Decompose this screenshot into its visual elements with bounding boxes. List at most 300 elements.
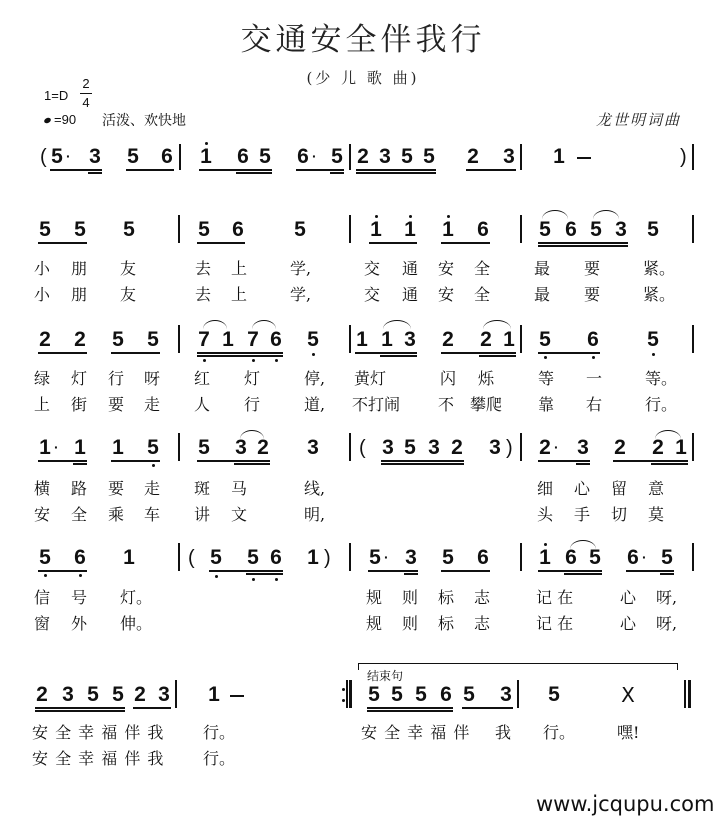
lyric: 朋 bbox=[71, 285, 88, 304]
underline bbox=[88, 172, 102, 174]
underline bbox=[367, 710, 453, 712]
lyric: 全 bbox=[474, 259, 491, 278]
lyric: 全 bbox=[71, 505, 88, 524]
high-dot bbox=[375, 215, 378, 218]
note: 5 bbox=[294, 218, 306, 241]
barline bbox=[692, 325, 694, 353]
lyric: 要 bbox=[108, 395, 125, 414]
underline bbox=[381, 460, 464, 462]
lyric: 安 bbox=[438, 259, 455, 278]
lyric: 不 bbox=[438, 395, 455, 414]
note: 3 bbox=[503, 145, 515, 168]
note: 3 bbox=[577, 436, 589, 459]
underline bbox=[197, 352, 283, 354]
note: 1 bbox=[200, 145, 212, 168]
high-dot bbox=[205, 142, 208, 145]
lyric: 上 bbox=[231, 285, 248, 304]
repeat-barline bbox=[346, 680, 348, 708]
underline bbox=[404, 573, 418, 575]
note: 3 bbox=[615, 218, 627, 241]
underline bbox=[462, 707, 513, 709]
repeat-dot bbox=[342, 699, 345, 702]
note: 2 bbox=[36, 683, 48, 706]
lyric: 等。 bbox=[645, 369, 678, 388]
tempo-marking: =90 bbox=[44, 112, 76, 127]
underline bbox=[296, 169, 344, 171]
note: 5 bbox=[247, 546, 259, 569]
underline bbox=[538, 460, 590, 462]
ending-bracket bbox=[358, 663, 678, 670]
lyric: 安 全 幸 福 伴 bbox=[361, 723, 471, 742]
lyric: 伸。 bbox=[120, 614, 153, 633]
aug-dot: · bbox=[54, 439, 59, 455]
lyric: 安 全 幸 福 伴 我 bbox=[32, 749, 165, 768]
lyric: 全 bbox=[474, 285, 491, 304]
lyric: 切 bbox=[611, 505, 628, 524]
barline bbox=[520, 543, 522, 571]
note: 5 bbox=[210, 546, 222, 569]
lyric: 等 bbox=[538, 369, 555, 388]
note: 2 bbox=[134, 683, 146, 706]
note: 1 bbox=[675, 436, 687, 459]
lyric: 志 bbox=[474, 614, 491, 633]
underline bbox=[369, 242, 417, 244]
note: 1 bbox=[370, 218, 382, 241]
lyric: 灯。 bbox=[120, 588, 153, 607]
lyric: 黄灯 bbox=[354, 369, 387, 388]
note: 5 bbox=[307, 328, 319, 351]
song-genre: (少 儿 歌 曲) bbox=[306, 69, 420, 87]
lyric: 行。 bbox=[543, 723, 576, 742]
barline bbox=[175, 680, 177, 708]
note: 3 bbox=[307, 436, 319, 459]
lyric: 行。 bbox=[645, 395, 678, 414]
lyric: 一 bbox=[586, 369, 603, 388]
lyric: 最 bbox=[534, 285, 551, 304]
note: 3 bbox=[235, 436, 247, 459]
note: 2 bbox=[257, 436, 269, 459]
lyric: 文 bbox=[231, 505, 248, 524]
lyric: 安 bbox=[438, 285, 455, 304]
note: 3 bbox=[379, 145, 391, 168]
aug-dot: · bbox=[384, 549, 389, 565]
underline bbox=[111, 352, 160, 354]
lyric: 则 bbox=[402, 614, 419, 633]
lyric: 心 bbox=[620, 614, 637, 633]
lyric: 规 bbox=[366, 588, 383, 607]
lyric: 心 bbox=[620, 588, 637, 607]
paren-close: ) bbox=[506, 437, 513, 459]
lyric: 学, bbox=[290, 259, 312, 278]
time-signature: 2 4 bbox=[80, 76, 92, 111]
note: 5 bbox=[147, 328, 159, 351]
low-dot bbox=[215, 575, 218, 578]
underline bbox=[236, 172, 272, 174]
note: 1 bbox=[208, 683, 220, 706]
lyric: 上 bbox=[34, 395, 51, 414]
lyric: 烁 bbox=[478, 369, 495, 388]
note: 6 bbox=[477, 546, 489, 569]
note: 6 bbox=[270, 546, 282, 569]
note: 1 bbox=[404, 218, 416, 241]
underline bbox=[38, 352, 87, 354]
ending-label: 结束句 bbox=[367, 669, 404, 683]
shout-x-note: X bbox=[621, 683, 635, 707]
note: 2 bbox=[539, 436, 551, 459]
underline bbox=[209, 570, 283, 572]
note: 1 bbox=[539, 546, 551, 569]
underline bbox=[381, 463, 464, 465]
underline bbox=[479, 355, 516, 357]
key-signature: 1=D bbox=[44, 88, 69, 103]
underline bbox=[38, 242, 87, 244]
underline bbox=[356, 172, 436, 174]
lyric: 绿 bbox=[34, 369, 51, 388]
lyric: 号 bbox=[71, 588, 88, 607]
low-dot bbox=[275, 359, 278, 362]
lyric: 灯 bbox=[244, 369, 261, 388]
barline bbox=[349, 144, 351, 170]
note: 1 bbox=[112, 436, 124, 459]
note: 5 bbox=[368, 683, 380, 706]
note: 3 bbox=[405, 546, 417, 569]
lyric: 去 bbox=[195, 285, 212, 304]
lyric: 停, bbox=[304, 369, 326, 388]
repeat-dot bbox=[342, 688, 345, 691]
low-dot bbox=[152, 464, 155, 467]
underline bbox=[538, 570, 602, 572]
high-dot bbox=[447, 215, 450, 218]
final-barline bbox=[684, 680, 686, 708]
lyric: 记 在 bbox=[536, 614, 574, 633]
aug-dot: · bbox=[642, 549, 647, 565]
note: 2 bbox=[442, 328, 454, 351]
lyric: 不打闹 bbox=[352, 395, 401, 414]
lyric: 街 bbox=[71, 395, 88, 414]
note: 5 bbox=[647, 218, 659, 241]
note: 5 bbox=[259, 145, 271, 168]
paren-open: ( bbox=[359, 437, 366, 459]
note: 1 bbox=[553, 145, 565, 168]
barline bbox=[349, 215, 351, 243]
lyric: 车 bbox=[144, 505, 161, 524]
note: 6 bbox=[74, 546, 86, 569]
lyric: 学, bbox=[290, 285, 312, 304]
lyric: 上 bbox=[231, 259, 248, 278]
lyric: 呀, bbox=[656, 588, 678, 607]
note: 3 bbox=[158, 683, 170, 706]
note: 5 bbox=[590, 218, 602, 241]
lyric: 人 bbox=[194, 395, 211, 414]
note: 3 bbox=[89, 145, 101, 168]
lyric: 留 bbox=[611, 479, 628, 498]
underline bbox=[651, 463, 688, 465]
note: 5 bbox=[87, 683, 99, 706]
note: 5 bbox=[39, 546, 51, 569]
barline bbox=[179, 144, 181, 170]
underline bbox=[35, 710, 125, 712]
note: 2 bbox=[614, 436, 626, 459]
lyric: 友 bbox=[120, 259, 137, 278]
barline bbox=[692, 433, 694, 461]
lyric: 通 bbox=[402, 259, 419, 278]
lyric: 意 bbox=[648, 479, 665, 498]
note: 6 bbox=[297, 145, 309, 168]
lyric: 我 bbox=[495, 723, 512, 742]
lyric: 朋 bbox=[71, 259, 88, 278]
note: 3 bbox=[382, 436, 394, 459]
barline bbox=[178, 543, 180, 571]
low-dot bbox=[275, 578, 278, 581]
lyric: 走 bbox=[144, 395, 161, 414]
note: 2 bbox=[480, 328, 492, 351]
underline bbox=[197, 242, 245, 244]
note: 3 bbox=[500, 683, 512, 706]
note: 5 bbox=[391, 683, 403, 706]
note: 5 bbox=[401, 145, 413, 168]
note: 6 bbox=[270, 328, 282, 351]
lyric: 路 bbox=[71, 479, 88, 498]
watermark: www.jcqupu.com bbox=[536, 792, 715, 816]
note: 5 bbox=[463, 683, 475, 706]
note: 1 bbox=[307, 546, 319, 569]
low-dot bbox=[79, 574, 82, 577]
note: 1 bbox=[356, 328, 368, 351]
lyric: 安 bbox=[34, 505, 51, 524]
repeat-barline-thick bbox=[349, 680, 352, 708]
underline bbox=[613, 460, 688, 462]
note: 5 bbox=[423, 145, 435, 168]
quarter-note-icon bbox=[43, 117, 51, 124]
note: 6 bbox=[161, 145, 173, 168]
barline bbox=[520, 433, 522, 461]
note: 2 bbox=[467, 145, 479, 168]
underline bbox=[626, 570, 674, 572]
note: 2 bbox=[74, 328, 86, 351]
high-dot bbox=[544, 543, 547, 546]
note: 5 bbox=[647, 328, 659, 351]
lyric: 斑 bbox=[194, 479, 211, 498]
note: 7 bbox=[198, 328, 210, 351]
underline bbox=[466, 169, 516, 171]
note: 5 bbox=[548, 683, 560, 706]
lyric: 马 bbox=[231, 479, 248, 498]
lyric: 行。 bbox=[203, 723, 236, 742]
barline bbox=[349, 433, 351, 461]
note: 6 bbox=[440, 683, 452, 706]
underline bbox=[330, 172, 344, 174]
lyric: 靠 bbox=[538, 395, 555, 414]
low-dot bbox=[652, 353, 655, 356]
underline bbox=[380, 355, 417, 357]
note: 2 bbox=[451, 436, 463, 459]
lyric: 交 bbox=[364, 259, 381, 278]
underline bbox=[660, 573, 674, 575]
dash bbox=[577, 157, 591, 159]
barline bbox=[520, 215, 522, 243]
note: 5 bbox=[74, 218, 86, 241]
underline bbox=[564, 573, 602, 575]
dash bbox=[230, 695, 244, 697]
lyric: 乘 bbox=[108, 505, 125, 524]
underline bbox=[234, 463, 270, 465]
lyric: 行 bbox=[108, 369, 125, 388]
note: 1 bbox=[74, 436, 86, 459]
expression-marking: 活泼、欢快地 bbox=[102, 113, 186, 129]
paren-open: ( bbox=[40, 146, 47, 168]
underline bbox=[35, 707, 125, 709]
barline bbox=[178, 215, 180, 243]
underline bbox=[38, 570, 87, 572]
low-dot bbox=[592, 356, 595, 359]
note: 2 bbox=[652, 436, 664, 459]
lyric: 小 bbox=[34, 259, 51, 278]
note: 2 bbox=[39, 328, 51, 351]
lyric: 要 bbox=[584, 259, 601, 278]
barline bbox=[349, 543, 351, 571]
lyric: 莫 bbox=[648, 505, 665, 524]
barline bbox=[517, 680, 519, 708]
underline bbox=[441, 570, 490, 572]
note: 1 bbox=[503, 328, 515, 351]
note: 6 bbox=[232, 218, 244, 241]
paren-open: ( bbox=[188, 547, 195, 569]
underline bbox=[111, 460, 160, 462]
lyric: 窗 bbox=[34, 614, 51, 633]
note: 5 bbox=[127, 145, 139, 168]
underline bbox=[38, 460, 87, 462]
lyric: 行 bbox=[244, 395, 261, 414]
lyric: 去 bbox=[195, 259, 212, 278]
lyric: 要 bbox=[584, 285, 601, 304]
lyric: 标 bbox=[438, 588, 455, 607]
underline bbox=[197, 355, 283, 357]
barline bbox=[692, 543, 694, 571]
lyric: 要 bbox=[108, 479, 125, 498]
lyric: 安 全 幸 福 伴 我 bbox=[32, 723, 165, 742]
lyric: 通 bbox=[402, 285, 419, 304]
barline bbox=[178, 325, 180, 353]
note: 5 bbox=[51, 145, 63, 168]
lyric: 红 bbox=[194, 369, 211, 388]
note: 3 bbox=[489, 436, 501, 459]
note: 6 bbox=[565, 546, 577, 569]
underline bbox=[538, 242, 628, 244]
lyric: 紧。 bbox=[643, 259, 676, 278]
underline bbox=[73, 463, 87, 465]
note: 3 bbox=[428, 436, 440, 459]
underline bbox=[441, 352, 516, 354]
aug-dot: · bbox=[554, 439, 559, 455]
lyric: 记 在 bbox=[536, 588, 574, 607]
underline bbox=[356, 169, 436, 171]
lyric: 行。 bbox=[203, 749, 236, 768]
note: 6 bbox=[587, 328, 599, 351]
lyric: 嘿! bbox=[617, 723, 640, 742]
lyric: 标 bbox=[438, 614, 455, 633]
note: 5 bbox=[331, 145, 343, 168]
low-dot bbox=[252, 359, 255, 362]
song-title: 交通安全伴我行 bbox=[240, 22, 486, 58]
note: 5 bbox=[112, 683, 124, 706]
barline bbox=[178, 433, 180, 461]
lyric: 头 bbox=[537, 505, 554, 524]
barline bbox=[520, 325, 522, 353]
underline bbox=[368, 570, 418, 572]
barline bbox=[692, 144, 694, 170]
note: 3 bbox=[62, 683, 74, 706]
low-dot bbox=[544, 356, 547, 359]
note: 6 bbox=[237, 145, 249, 168]
lyric: 外 bbox=[71, 614, 88, 633]
note: 6 bbox=[477, 218, 489, 241]
aug-dot: · bbox=[66, 148, 71, 164]
low-dot bbox=[312, 353, 315, 356]
underline bbox=[246, 573, 283, 575]
lyric: 则 bbox=[402, 588, 419, 607]
note: 5 bbox=[123, 218, 135, 241]
lyric: 手 bbox=[574, 505, 591, 524]
underline bbox=[538, 352, 600, 354]
note: 1 bbox=[123, 546, 135, 569]
note: 5 bbox=[369, 546, 381, 569]
underline bbox=[367, 707, 453, 709]
note: 5 bbox=[198, 436, 210, 459]
note: 5 bbox=[442, 546, 454, 569]
paren-close: ) bbox=[324, 547, 331, 569]
barline bbox=[520, 144, 522, 170]
underline bbox=[538, 245, 628, 247]
lyric: 小 bbox=[34, 285, 51, 304]
aug-dot: · bbox=[312, 148, 317, 164]
note: 5 bbox=[39, 218, 51, 241]
barline bbox=[349, 325, 351, 353]
lyric: 最 bbox=[534, 259, 551, 278]
note: 3 bbox=[404, 328, 416, 351]
barline bbox=[692, 215, 694, 243]
note: 1 bbox=[39, 436, 51, 459]
lyric: 友 bbox=[120, 285, 137, 304]
lyric: 志 bbox=[474, 588, 491, 607]
underline bbox=[576, 463, 590, 465]
note: 1 bbox=[222, 328, 234, 351]
underline bbox=[50, 169, 102, 171]
note: 1 bbox=[381, 328, 393, 351]
paren-close: ) bbox=[680, 146, 687, 168]
lyric: 闪 bbox=[440, 369, 457, 388]
lyric: 呀, bbox=[656, 614, 678, 633]
lyric: 右 bbox=[586, 395, 603, 414]
lyric: 细 bbox=[537, 479, 554, 498]
lyric: 规 bbox=[366, 614, 383, 633]
note: 5 bbox=[539, 328, 551, 351]
lyric: 横 bbox=[34, 479, 51, 498]
note: 2 bbox=[357, 145, 369, 168]
lyric: 讲 bbox=[194, 505, 211, 524]
note: 5 bbox=[415, 683, 427, 706]
lyric: 心 bbox=[574, 479, 591, 498]
credits: 龙世明词曲 bbox=[596, 111, 682, 129]
lyric: 紧。 bbox=[643, 285, 676, 304]
note: 6 bbox=[565, 218, 577, 241]
note: 5 bbox=[589, 546, 601, 569]
note: 5 bbox=[404, 436, 416, 459]
low-dot bbox=[44, 574, 47, 577]
lyric: 明, bbox=[304, 505, 326, 524]
high-dot bbox=[409, 215, 412, 218]
lyric: 攀爬 bbox=[470, 395, 503, 414]
underline bbox=[441, 242, 490, 244]
